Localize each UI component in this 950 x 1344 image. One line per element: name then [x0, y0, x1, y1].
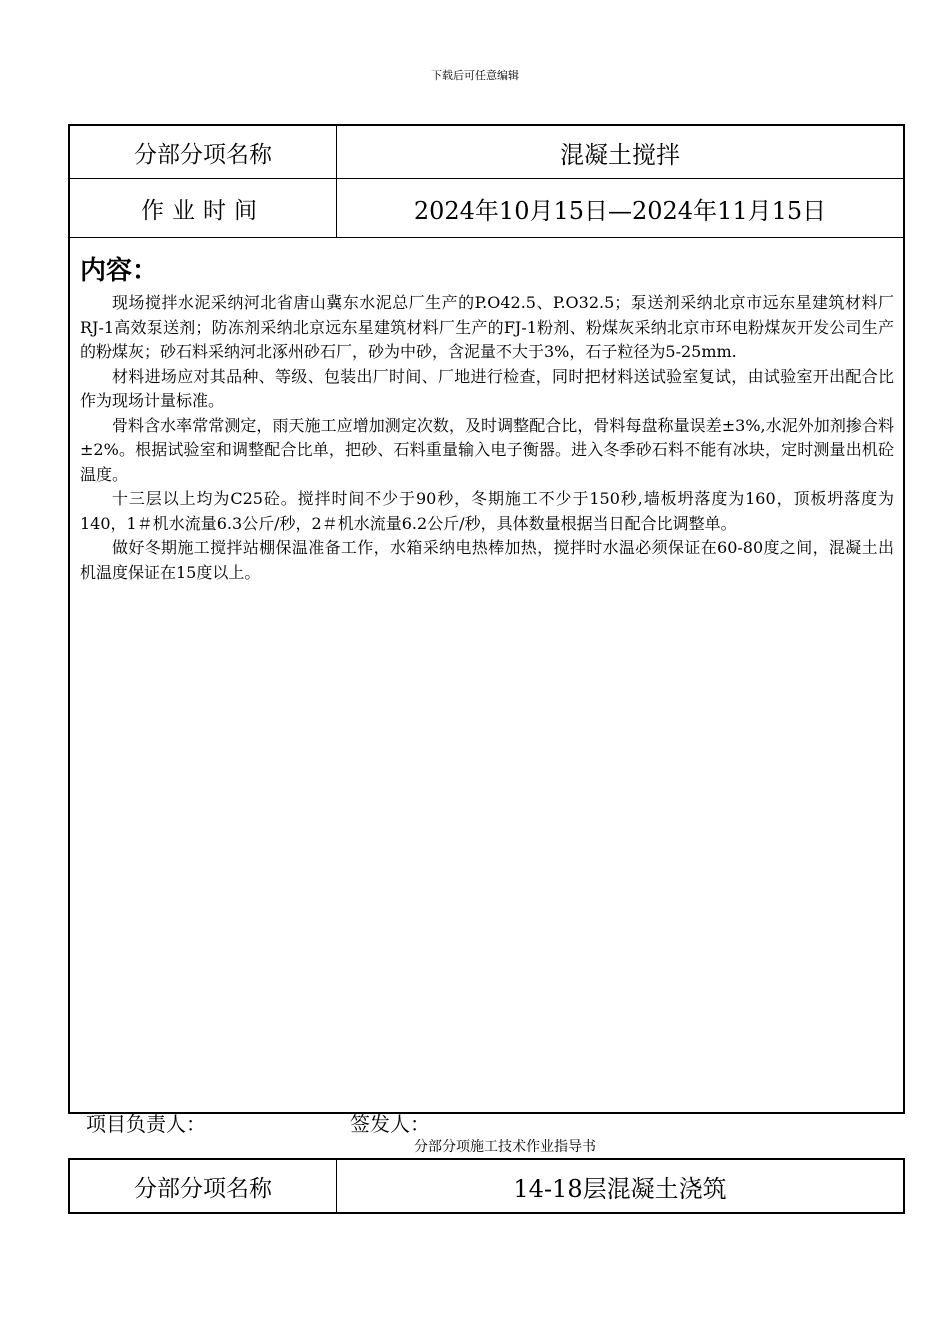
content-title: 内容：: [80, 256, 159, 286]
work-time-label: 作业时间: [69, 179, 337, 238]
next-section-table: [68, 1158, 905, 1214]
section-name-label: 分部分项名称: [69, 1159, 337, 1213]
document-subtitle: 分部分项施工技术作业指导书: [414, 1139, 596, 1155]
content-paragraph: 骨料含水率常常测定，雨天施工应增加测定次数，及时调整配合比，骨料每盘称量误差±3%,水泥外加剂掺合料±2%。根据试验室和调整配合比单，把砂、石料重量输入电子衡器。进入冬季砂石料不能有冰块，定时测量出机砼温度。: [80, 415, 894, 484]
issuer-label: 签发人：: [350, 1112, 430, 1136]
section-name-value: 混凝土搅拌: [337, 125, 905, 179]
section-name-value: 14-18层混凝土浇筑: [337, 1159, 905, 1213]
content-paragraph: 材料进场应对其品种、等级、包装出厂时间、厂地进行检查，同时把材料送试验室复试，由试验室开出配合比作为现场计量标准。: [80, 366, 894, 410]
work-instruction-table: [68, 124, 905, 1114]
project-manager-label: 项目负责人：: [86, 1112, 206, 1136]
header-note: 下载后可任意编辑: [431, 69, 519, 82]
content-cell: [69, 238, 904, 1114]
content-paragraph: 十三层以上均为C25砼。搅拌时间不少于90秒，冬期施工不少于150秒,墙板坍落度为160，顶板坍落度为140，1＃机水流量6.3公斤/秒，2＃机水流量6.2公斤/秒，具体数量根据当日配合比调整单。: [80, 489, 894, 533]
work-time-value: 2024年10月15日—2024年11月15日: [337, 179, 905, 238]
content-paragraph: 做好冬期施工搅拌站棚保温准备工作，水箱采纳电热棒加热，搅拌时水温必须保证在60-80度之间，混凝土出机温度保证在15度以上。: [80, 538, 894, 582]
content-paragraph: 现场搅拌水泥采纳河北省唐山冀东水泥总厂生产的P.O42.5、P.O32.5；泵送剂采纳北京市远东星建筑材料厂RJ-1高效泵送剂；防冻剂采纳北京远东星建筑材料厂生产的FJ-1粉剂、粉煤灰采纳北京市环电粉煤灰开发公司生产的粉煤灰；砂石料采纳河北涿州砂石厂，砂为中砂，含泥量不大于3%，石子粒径为5-25mm.: [80, 293, 894, 361]
section-name-label: 分部分项名称: [69, 125, 337, 179]
